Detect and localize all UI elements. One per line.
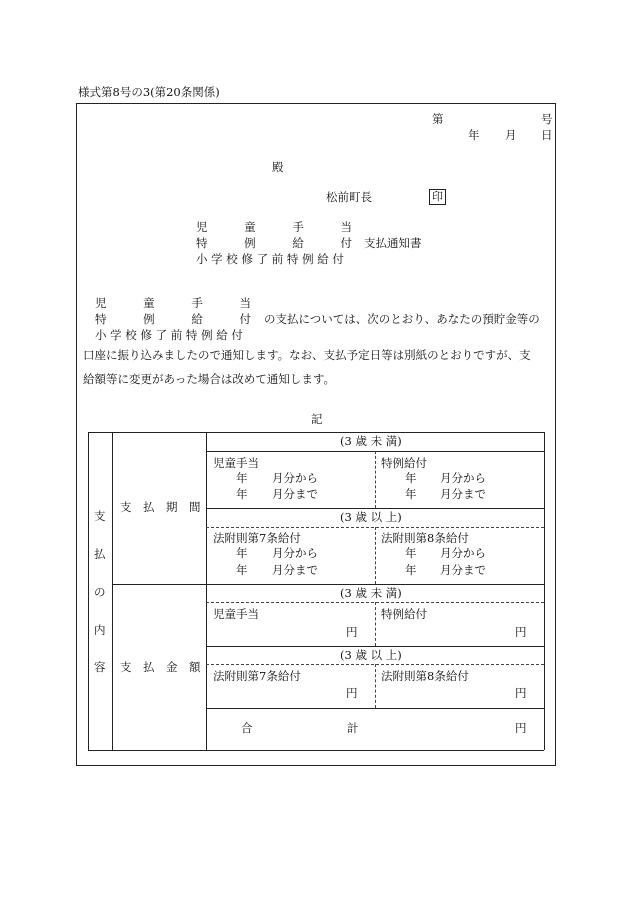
title-char: 児	[196, 220, 208, 234]
over-3-header: (3 歳 以 上)	[340, 510, 402, 524]
outer-label-char: 容	[94, 660, 106, 674]
body-char: 給	[191, 312, 203, 326]
table-dashed-col	[375, 664, 376, 708]
to-marker: 月分まで	[272, 487, 318, 501]
cell-child-allowance-label: 児童手当	[213, 607, 259, 621]
cell-law7-label: 法附則第7条給付	[213, 531, 301, 545]
total-label-char: 計	[347, 721, 359, 735]
cell-law8-label: 法附則第8条給付	[381, 531, 469, 545]
from-marker: 月分から	[272, 471, 318, 485]
yen-unit: 円	[346, 686, 358, 700]
year-marker: 年	[236, 563, 248, 577]
to-marker: 月分まで	[272, 563, 318, 577]
title-char: 例	[244, 236, 256, 250]
amount-label: 支 払 金 額	[120, 660, 201, 674]
year-marker: 年	[405, 546, 417, 560]
table-border-bottom	[88, 750, 544, 751]
cell-special-benefit-label: 特例給付	[381, 607, 427, 621]
to-marker: 月分まで	[440, 563, 486, 577]
number-prefix: 第	[432, 112, 444, 126]
title-char: 童	[244, 220, 256, 234]
title-char: 当	[340, 220, 352, 234]
body-stack-primary-school: 小 学 校 修 了 前 特 例 給 付	[95, 328, 243, 342]
table-row-divider	[206, 646, 544, 647]
title-line-primary-school: 小 学 校 修 了 前 特 例 給 付	[196, 252, 344, 266]
addressee-suffix: 殿	[272, 160, 284, 174]
body-char: 付	[239, 312, 251, 326]
body-char: 例	[143, 312, 155, 326]
issuer-name: 松前町長	[326, 190, 372, 204]
title-notice-label: 支払通知書	[364, 236, 422, 250]
yen-unit: 円	[515, 625, 527, 639]
title-char: 手	[292, 220, 304, 234]
body-char: 童	[143, 296, 155, 310]
year-marker: 年	[236, 471, 248, 485]
year-marker: 年	[236, 546, 248, 560]
over-3-header: (3 歳 以 上)	[340, 648, 402, 662]
official-seal: 印	[429, 189, 446, 205]
cell-child-allowance-label: 児童手当	[213, 456, 259, 470]
number-suffix: 号	[541, 112, 553, 126]
title-char: 付	[340, 236, 352, 250]
table-section-divider	[112, 584, 544, 585]
cell-law7-label: 法附則第7条給付	[213, 669, 301, 683]
ki-heading: 記	[311, 412, 323, 426]
body-char: 手	[191, 296, 203, 310]
body-char: 当	[239, 296, 251, 310]
title-line-child-allowance	[196, 222, 352, 234]
body-stack-child-allowance	[95, 298, 251, 310]
yen-unit: 円	[515, 721, 527, 735]
year-marker: 年	[405, 563, 417, 577]
table-dashed-col	[375, 527, 376, 584]
date-month: 月	[505, 128, 517, 142]
table-border-left	[88, 432, 89, 750]
table-row-divider	[206, 508, 544, 509]
table-border-right	[544, 432, 545, 750]
table-border-top	[88, 432, 544, 433]
table-col-divider	[112, 432, 113, 750]
cell-special-benefit-label: 特例給付	[381, 456, 427, 470]
under-3-header: (3 歳 未 満)	[340, 586, 402, 600]
date-day: 日	[541, 128, 553, 142]
yen-unit: 円	[515, 686, 527, 700]
year-marker: 年	[405, 487, 417, 501]
body-char: 児	[95, 296, 107, 310]
title-char: 特	[196, 236, 208, 250]
table-dashed-col	[375, 602, 376, 646]
yen-unit: 円	[346, 625, 358, 639]
year-marker: 年	[405, 471, 417, 485]
body-sentence-line3: 給額等に変更があった場合は改めて通知します。	[83, 372, 335, 386]
from-marker: 月分から	[272, 546, 318, 560]
title-line-special-benefit	[196, 238, 352, 250]
body-sentence-line1: の支払については、次のとおり、あなたの預貯金等の	[264, 312, 540, 326]
table-row-divider	[206, 708, 544, 709]
title-char: 給	[292, 236, 304, 250]
body-sentence-line2: 口座に振り込みましたので通知します。なお、支払予定日等は別紙のとおりですが、支	[83, 348, 531, 362]
from-marker: 月分から	[440, 546, 486, 560]
table-dashed-col	[375, 451, 376, 508]
body-stack-special-benefit	[95, 314, 251, 326]
outer-label-char: 支	[94, 509, 106, 523]
form-label: 様式第8号の3(第20条関係)	[78, 85, 220, 99]
outer-label-char: 内	[94, 623, 106, 637]
to-marker: 月分まで	[440, 487, 486, 501]
period-label: 支 払 期 間	[120, 500, 201, 514]
from-marker: 月分から	[440, 471, 486, 485]
outer-label-char: 払	[94, 547, 106, 561]
table-col-divider	[206, 432, 207, 750]
date-year: 年	[468, 128, 480, 142]
cell-law8-label: 法附則第8条給付	[381, 669, 469, 683]
total-label-char: 合	[241, 721, 253, 735]
under-3-header: (3 歳 未 満)	[340, 434, 402, 448]
outer-label-char: の	[94, 585, 106, 599]
year-marker: 年	[236, 487, 248, 501]
body-char: 特	[95, 312, 107, 326]
